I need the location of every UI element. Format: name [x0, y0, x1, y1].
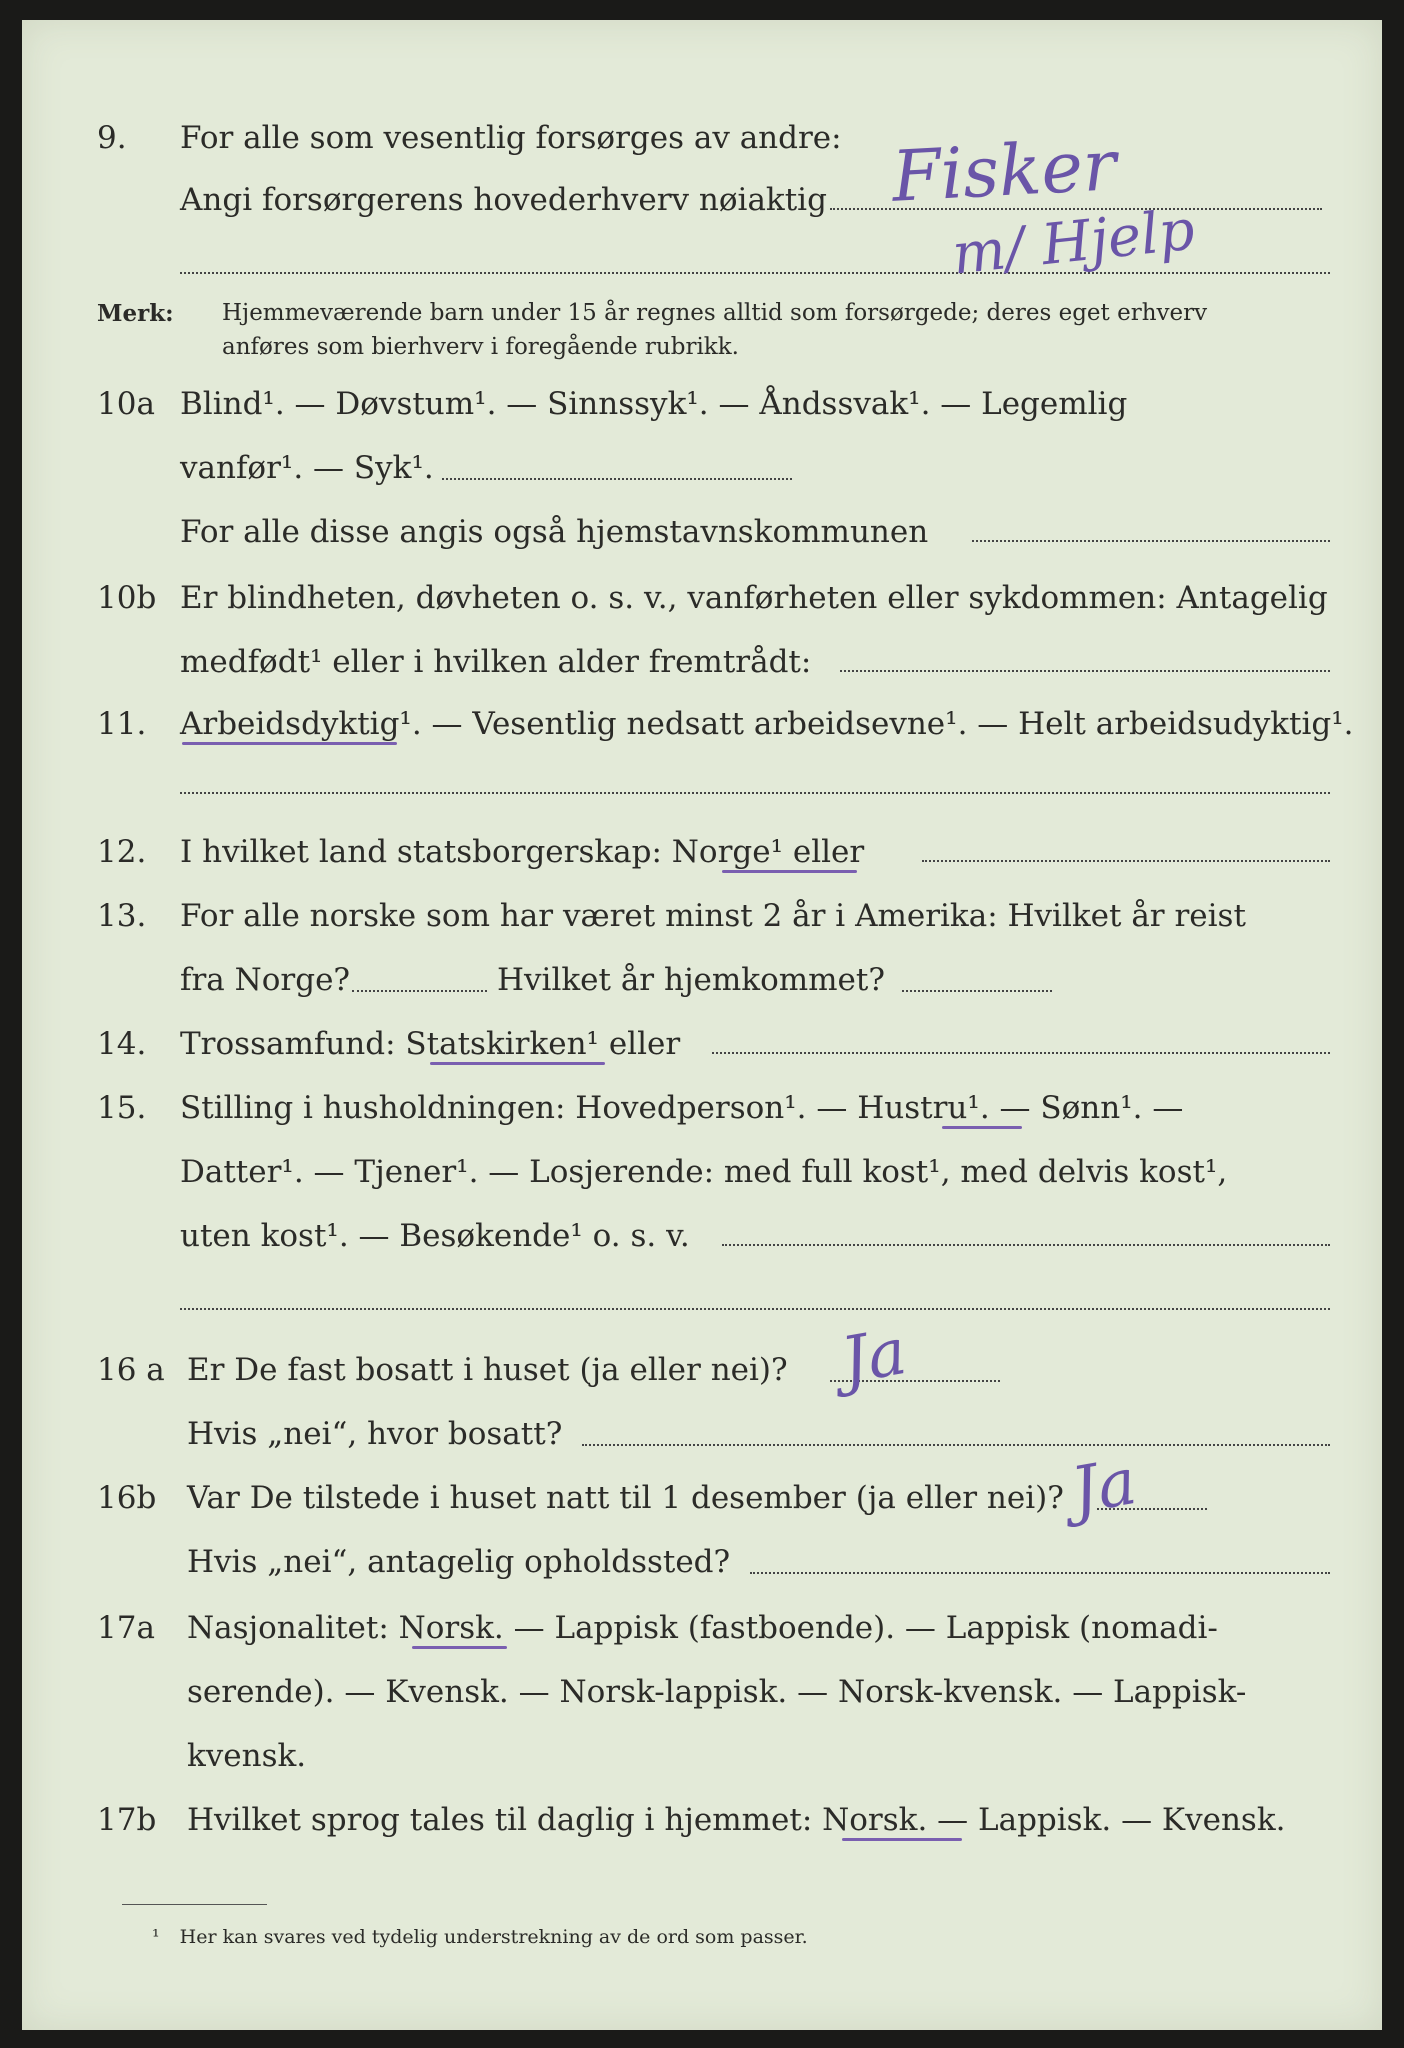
question-text: For alle norske som har været minst 2 år i Amerika: Hvilket år reist — [180, 898, 1246, 934]
question-text: Nasjonalitet: Norsk. — Lappisk (fastboende). — Lappisk (nomadi- — [187, 1610, 1218, 1646]
question-text: Blind¹. — Døvstum¹. — Sinnssyk¹. — Åndssvak¹. — Legemlig — [180, 386, 1128, 422]
question-text: For alle disse angis også hjemstavnskommunen — [180, 514, 929, 550]
question-text: vanfør¹. — Syk¹. — [180, 450, 434, 486]
item-number: 11. — [97, 706, 147, 742]
item-number: 12. — [97, 834, 147, 870]
question-text: Arbeidsdyktig¹. — Vesentlig nedsatt arbeidsevne¹. — Helt arbeidsudyktig¹. — [180, 706, 1354, 742]
question-text: Trossamfund: Statskirken¹ eller — [180, 1026, 681, 1062]
census-form-page — [22, 20, 1382, 2030]
handwritten-occupation-2: m/ Hjelp — [949, 197, 1198, 288]
handwritten-underline — [942, 1126, 1022, 1129]
item-number: 10b — [97, 580, 157, 616]
item-number: 17a — [97, 1610, 155, 1646]
answer-line[interactable] — [712, 1052, 1330, 1054]
note-text: anføres som bierhverv i foregående rubrikk. — [222, 334, 739, 360]
item-number: 9. — [97, 120, 127, 156]
question-text: For alle som vesentlig forsørges av andre: — [180, 120, 842, 156]
handwritten-occupation: Fisker — [890, 124, 1119, 218]
question-text: Var De tilstede i huset natt til 1 desember (ja eller nei)? — [187, 1480, 1064, 1516]
question-text: fra Norge? — [180, 962, 351, 998]
handwritten-answer-16a: Ja — [836, 1315, 912, 1399]
item-number: 13. — [97, 898, 147, 934]
question-text: Angi forsørgerens hovederhverv nøiaktig — [180, 182, 827, 218]
question-text: Hvilket sprog tales til daglig i hjemmet: Norsk. — Lappisk. — Kvensk. — [187, 1802, 1286, 1838]
question-text: Hvilket år hjemkommet? — [497, 962, 885, 998]
item-number: 17b — [97, 1802, 157, 1838]
footnote-rule — [122, 1904, 267, 1905]
question-text: Hvis „nei“, hvor bosatt? — [187, 1416, 563, 1452]
question-text: serende). — Kvensk. — Norsk-lappisk. — Norsk-kvensk. — Lappisk- — [187, 1674, 1247, 1710]
item-number: 14. — [97, 1026, 147, 1062]
answer-line[interactable] — [180, 1308, 1330, 1310]
question-text: Datter¹. — Tjener¹. — Losjerende: med full kost¹, med delvis kost¹, — [180, 1154, 1228, 1190]
question-text: Er blindheten, døvheten o. s. v., vanførheten eller sykdommen: Antagelig — [180, 580, 1328, 616]
question-text: kvensk. — [187, 1738, 307, 1774]
answer-line[interactable] — [180, 272, 1330, 274]
question-text: I hvilket land statsborgerskap: Norge¹ eller — [180, 834, 865, 870]
answer-line[interactable] — [902, 990, 1052, 992]
item-number: 15. — [97, 1090, 147, 1126]
note-text: Hjemmeværende barn under 15 år regnes alltid som forsørgede; deres eget erhverv — [222, 300, 1208, 326]
note-label: Merk: — [97, 300, 174, 327]
question-text: Stilling i husholdningen: Hovedperson¹. — Hustru¹. — Sønn¹. — — [180, 1090, 1184, 1126]
handwritten-underline — [722, 870, 857, 873]
handwritten-answer-16b: Ja — [1066, 1445, 1142, 1529]
handwritten-underline — [412, 1646, 507, 1649]
question-text: Er De fast bosatt i huset (ja eller nei)? — [187, 1352, 788, 1388]
footnote-text: Her kan svares ved tydelig understrekning av de ord som passer. — [179, 1926, 808, 1948]
handwritten-underline — [842, 1838, 962, 1841]
footnote-mark: ¹ — [152, 1926, 160, 1948]
answer-line[interactable] — [840, 670, 1330, 672]
question-text: Hvis „nei“, antagelig opholdssted? — [187, 1544, 731, 1580]
item-number: 16 a — [97, 1352, 165, 1388]
footnote — [152, 1926, 808, 1948]
answer-line[interactable] — [750, 1572, 1330, 1574]
answer-line[interactable] — [180, 792, 1330, 794]
answer-line[interactable] — [922, 860, 1330, 862]
answer-line[interactable] — [582, 1444, 1330, 1446]
handwritten-underline — [182, 742, 397, 745]
answer-line[interactable] — [722, 1244, 1330, 1246]
question-text: uten kost¹. — Besøkende¹ o. s. v. — [180, 1218, 690, 1254]
answer-line[interactable] — [352, 990, 487, 992]
answer-line[interactable] — [442, 478, 792, 480]
item-number: 16b — [97, 1480, 157, 1516]
question-text: medfødt¹ eller i hvilken alder fremtrådt: — [180, 644, 812, 680]
answer-line[interactable] — [972, 540, 1330, 542]
item-number: 10a — [97, 386, 155, 422]
handwritten-underline — [430, 1062, 605, 1065]
